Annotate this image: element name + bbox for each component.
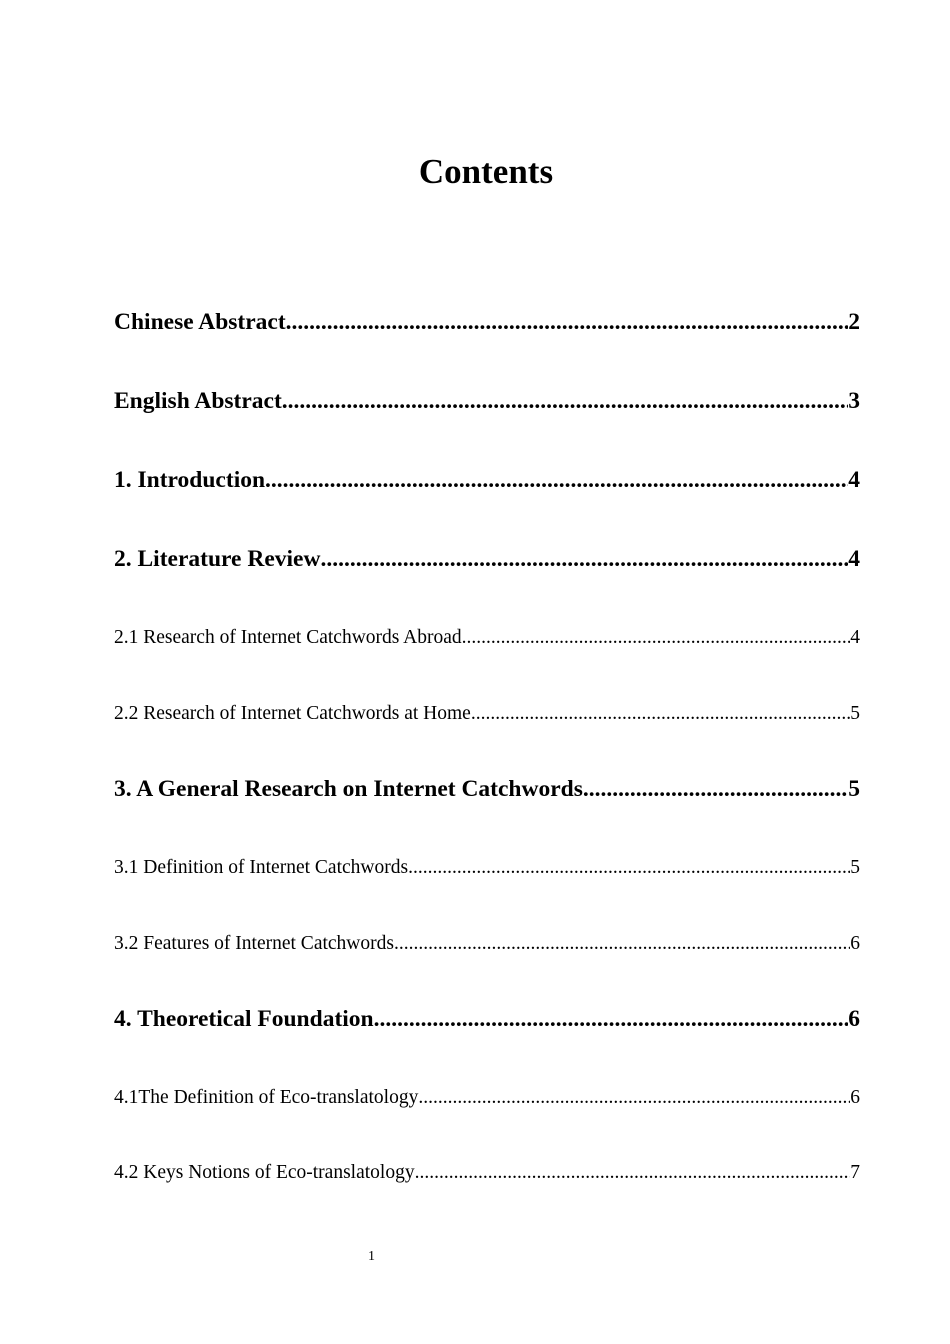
toc-entry-definition-catchwords[interactable] [114,855,860,881]
toc-dot-leader [462,625,851,651]
toc-page-number: 7 [850,1162,860,1183]
toc-page-number: 4 [848,467,860,493]
toc-dot-leader [471,701,850,727]
toc-page-number: 3 [848,388,860,414]
toc-page-number: 6 [848,1006,860,1032]
toc-entry-label: 1. Introduction [114,467,266,493]
toc-page-number: 5 [850,857,860,878]
toc-page-number: 4 [848,546,860,572]
toc-entry-label: 2.1 Research of Internet Catchwords Abroad [114,627,462,648]
toc-page-number: 6 [850,933,860,954]
toc-entry-label: 2. Literature Review [114,546,321,572]
toc-dot-leader [320,544,848,574]
toc-entry-label: 4.2 Keys Notions of Eco-translatology [114,1162,415,1183]
toc-entry-label: 4. Theoretical Foundation [114,1006,374,1032]
toc-entry-literature-review[interactable] [114,544,860,574]
toc-page-number: 5 [850,703,860,724]
toc-entry-label: Chinese Abstract [114,309,286,335]
toc-page-number: 2 [848,309,860,335]
toc-entry-features-catchwords[interactable] [114,931,860,957]
toc-dot-leader [286,307,849,337]
toc-entry-label: 4.1The Definition of Eco-translatology [114,1087,419,1108]
toc-entry-research-abroad[interactable] [114,625,860,651]
toc-entry-research-at-home[interactable] [114,701,860,727]
toc-page-number: 6 [850,1087,860,1108]
toc-entry-label: 2.2 Research of Internet Catchwords at Home [114,703,471,724]
toc-dot-leader [418,1085,850,1111]
toc-entry-definition-eco-translatology[interactable] [114,1085,860,1111]
toc-entry-label: English Abstract [114,388,282,414]
toc-page-number: 4 [850,627,860,648]
toc-entry-label: 3.1 Definition of Internet Catchwords [114,857,409,878]
toc-entry-english-abstract[interactable] [114,386,860,416]
toc-page-number: 5 [848,776,860,802]
toc-entry-label: 3. A General Research on Internet Catchwords [114,776,583,802]
toc-entry-label: 3.2 Features of Internet Catchwords [114,933,394,954]
toc-dot-leader [374,1004,849,1034]
toc-entry-chinese-abstract[interactable] [114,307,860,337]
toc-dot-leader [265,465,848,495]
toc-dot-leader [408,855,850,881]
page-title: Contents [418,152,554,191]
toc-entry-introduction[interactable] [114,465,860,495]
toc-dot-leader [282,386,848,416]
toc-entry-theoretical-foundation[interactable] [114,1004,860,1034]
toc-entry-key-notions-eco-translatology[interactable] [114,1160,860,1186]
toc-dot-leader [583,774,848,804]
footer-page-number: 1 [368,1249,375,1264]
toc-dot-leader [415,1160,851,1186]
toc-entry-general-research[interactable] [114,774,860,804]
toc-dot-leader [394,931,850,957]
